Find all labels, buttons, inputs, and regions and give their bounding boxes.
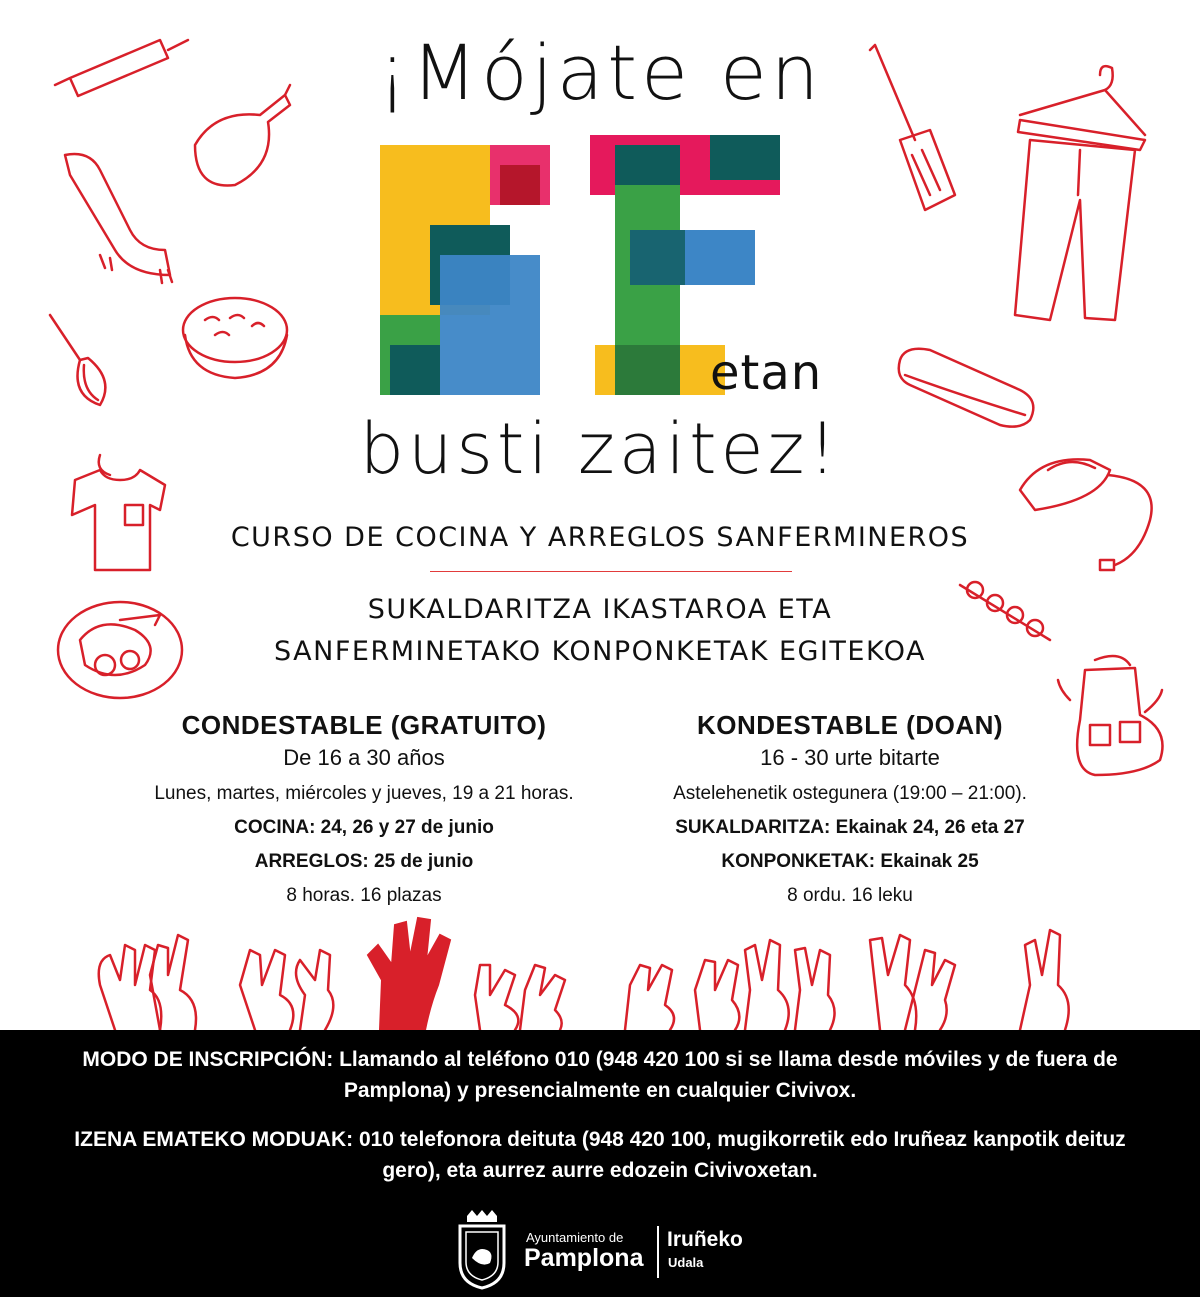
repairs-dates: ARREGLOS: 25 de junio <box>254 851 474 872</box>
cooking-dates: COCINA: 24, 26 y 27 de junio <box>234 817 494 838</box>
sandwich-icon <box>899 349 1034 427</box>
subtitle-eu-line1: SUKALDARITZA IKASTAROA ETA <box>367 594 833 625</box>
rolling-pin-icon <box>55 40 188 96</box>
column-heading: CONDESTABLE (GRATUITO) <box>181 710 547 740</box>
logo-small-text: Ayuntamiento de <box>526 1230 624 1245</box>
hands-icon <box>99 930 1069 1030</box>
headline-top: ¡Mójate en <box>377 28 823 117</box>
scarf-icon <box>65 154 172 283</box>
red-hand-icon <box>368 918 450 1030</box>
city-council-logo <box>452 1208 772 1290</box>
registration-es: MODO DE INSCRIPCIÓN: Llamando al teléfono 010 (948 420 100 si se llama desde móviles y de fuera de Pamplona) y presencialmente en cualquier Civivox. <box>82 1048 1118 1102</box>
headline-suffix: etan <box>710 345 823 401</box>
headline-bottom: busti zaitez! <box>359 408 841 490</box>
column-heading: KONDESTABLE (DOAN) <box>696 710 1004 740</box>
coat-of-arms-icon <box>452 1208 512 1290</box>
registration-panel <box>0 1030 1200 1297</box>
schedule: Lunes, martes, miércoles y jueves, 19 a 21 horas. <box>154 783 574 804</box>
logo-eu-small-text: Udala <box>668 1255 704 1270</box>
subtitle-eu-line2: SANFERMINETAKO KONPONKETAK EGITEKOA <box>274 636 926 667</box>
registration-eu: IZENA EMATEKO MODUAK: 010 telefonora deituta (948 420 100, mugikorretik edo Iruñeaz kanpotik deituz gero), eta aurrez aurre edozein Civivoxetan. <box>74 1128 1126 1182</box>
whisk-icon <box>50 315 105 405</box>
piping-bag-icon <box>195 85 290 186</box>
t-shirt-icon <box>72 455 165 570</box>
repairs-dates: KONPONKETAK: Ekainak 25 <box>721 851 979 872</box>
cooking-dates: SUKALDARITZA: Ekainak 24, 26 eta 27 <box>675 817 1025 838</box>
iron-icon <box>1020 459 1152 570</box>
hours-places: 8 horas. 16 plazas <box>286 885 442 906</box>
logo-big-text: Pamplona <box>524 1244 644 1272</box>
logo-divider <box>657 1226 659 1278</box>
age-range: 16 - 30 urte bitarte <box>760 745 940 770</box>
spatula-icon <box>870 45 955 210</box>
logo-eu-big-text: Iruñeko <box>667 1228 743 1251</box>
schedule: Astelehenetik ostegunera (19:00 – 21:00). <box>673 783 1027 804</box>
age-range: De 16 a 30 años <box>283 745 445 770</box>
apron-icon <box>1058 656 1163 775</box>
plate-icon <box>58 602 182 698</box>
subtitle-es: CURSO DE COCINA Y ARREGLOS SANFERMINEROS <box>230 522 970 553</box>
skewers-icon <box>960 582 1050 640</box>
bowl-icon <box>183 298 287 378</box>
hours-places: 8 ordu. 16 leku <box>787 885 913 906</box>
jeans-icon <box>1015 66 1145 320</box>
